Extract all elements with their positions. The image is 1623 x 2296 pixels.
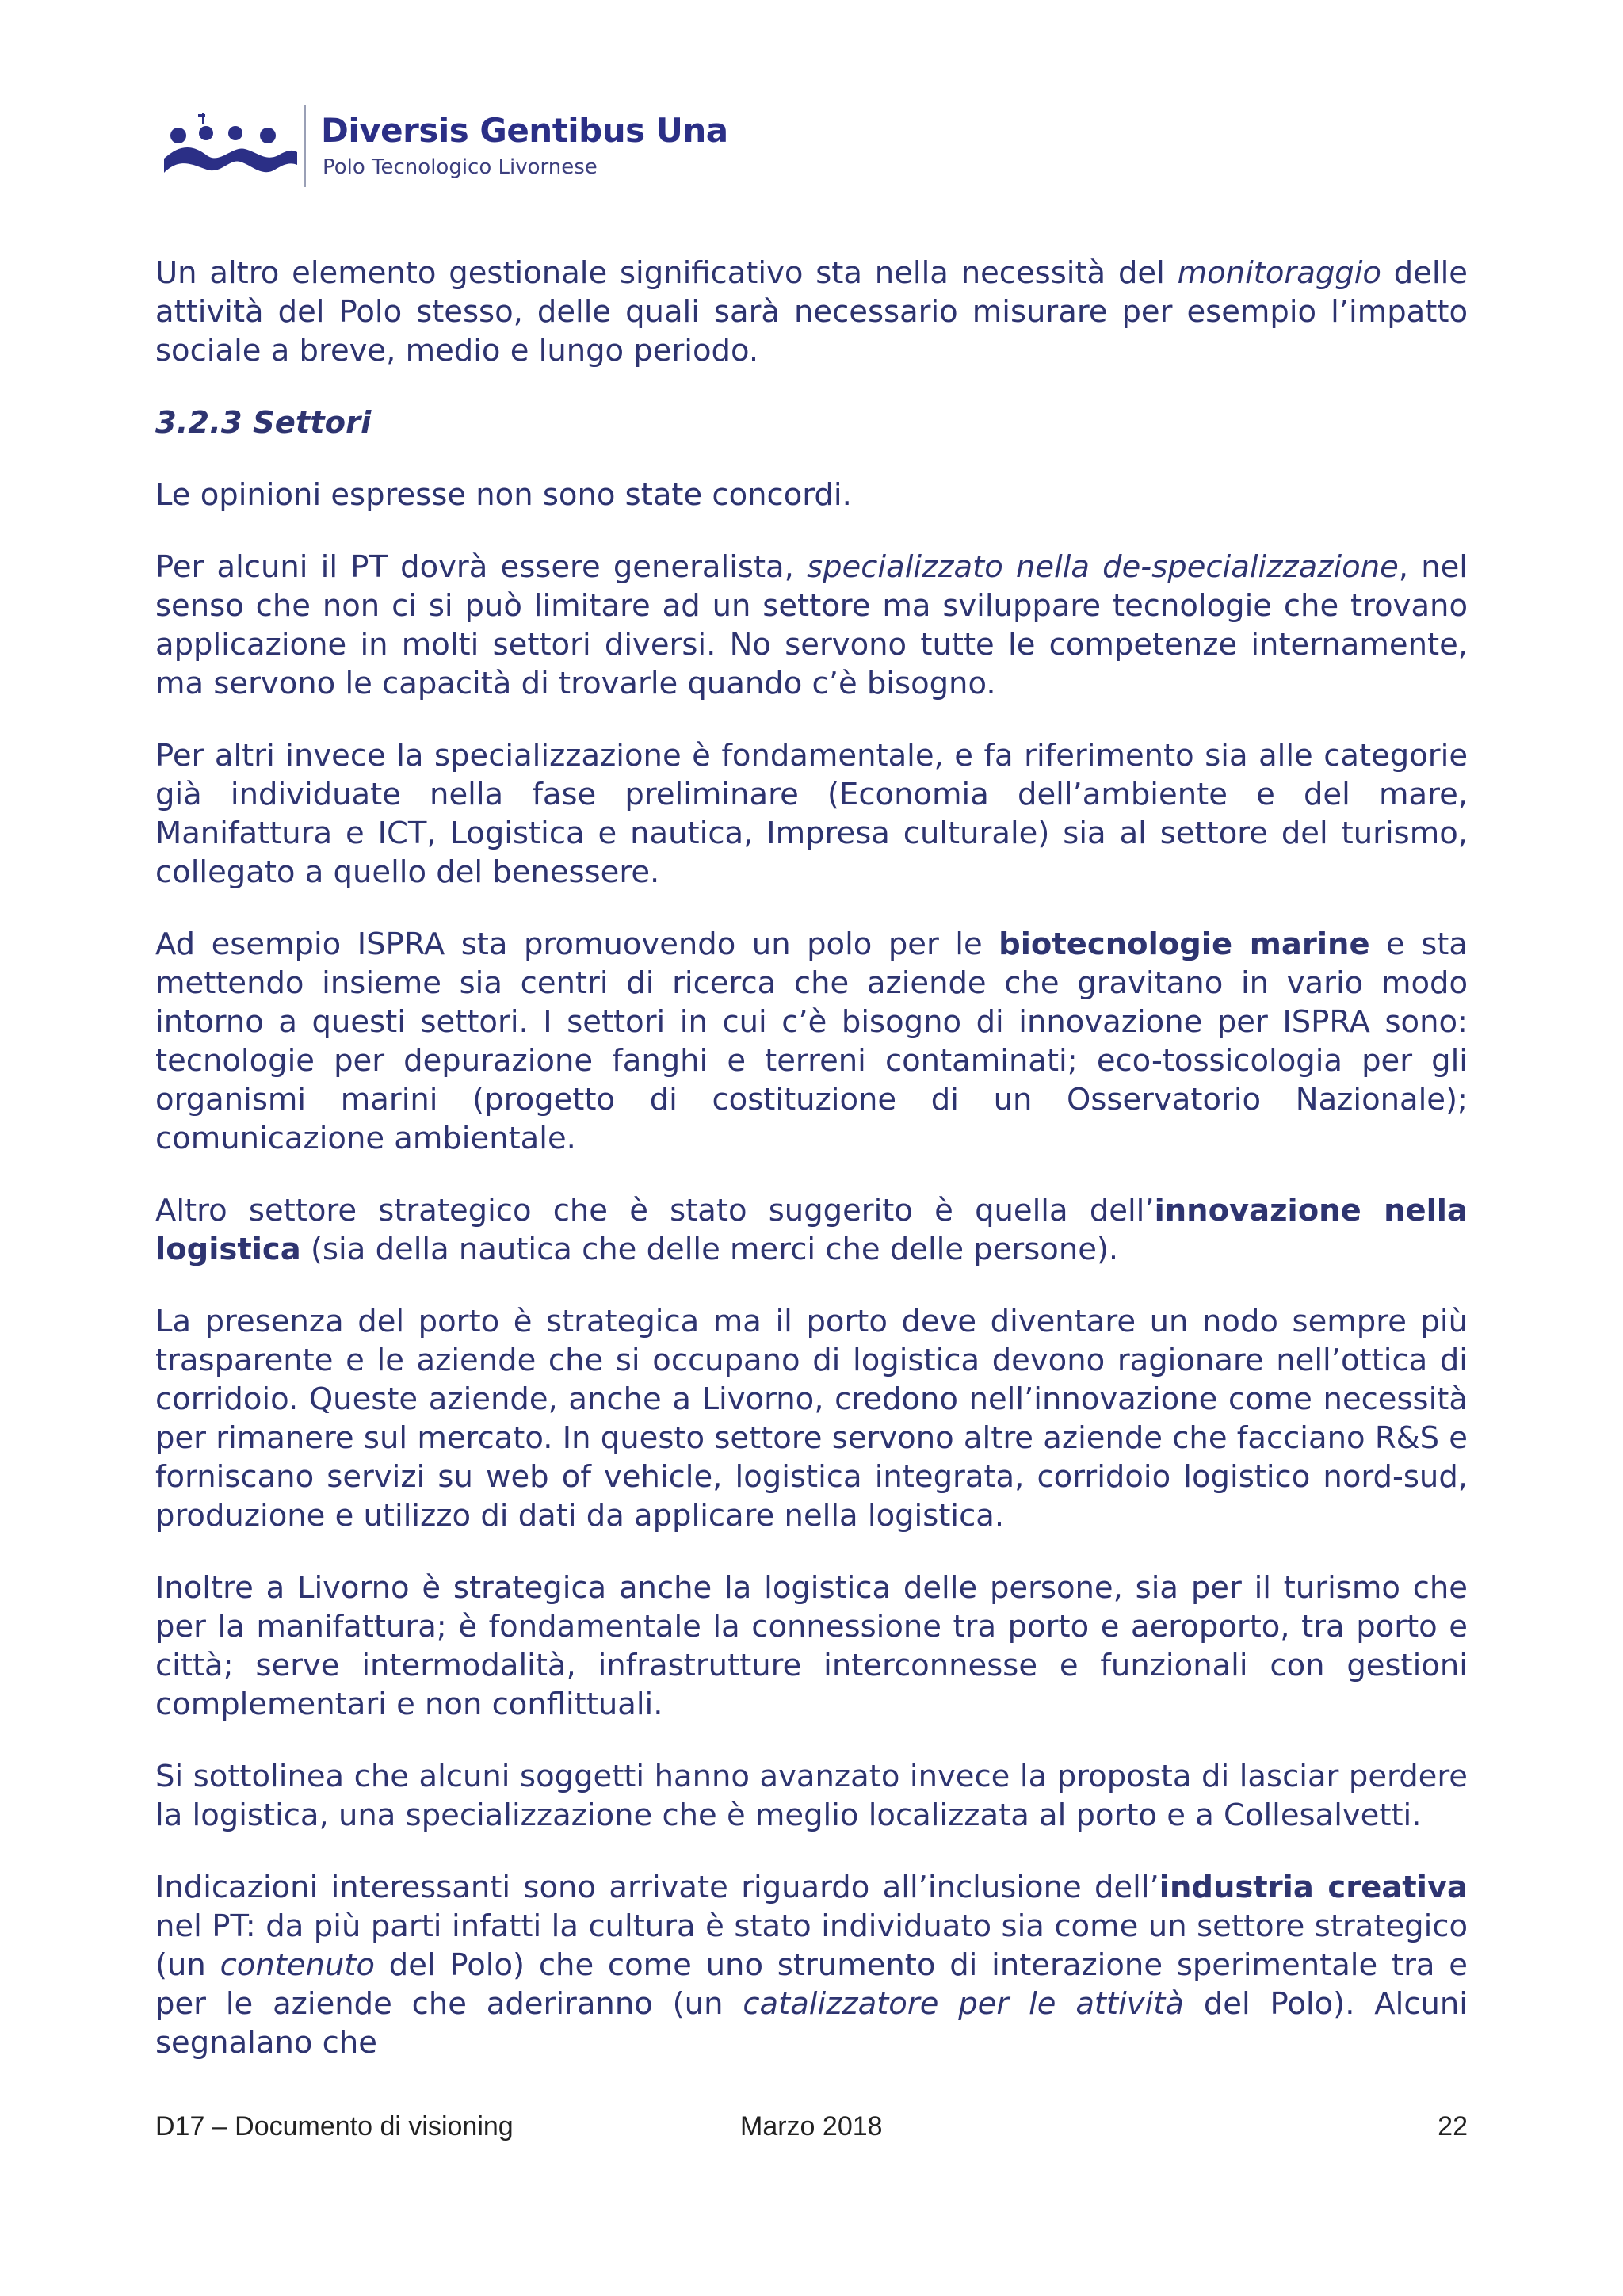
- paragraph-specializzazione: Per altri invece la specializzazione è fondamentale, e fa riferimento sia alle categorie già individuate nella fase preliminare (Economia dell’ambiente e del mare, Manifattura e ICT, Logistica e nautica, Impresa culturale) sia al settore del turismo, collegato a quello del benessere.: [155, 738, 1468, 890]
- brand-subtitle: Polo Tecnologico Livornese: [323, 155, 598, 179]
- paragraph-monitoraggio: Un altro elemento gestionale significativo sta nella necessità del monitoraggio delle attività del Polo stesso, delle quali sarà necessario misurare per esempio l’impatto sociale a breve, medio e lungo periodo.: [155, 255, 1468, 369]
- section-heading: 3.2.3 Settori: [155, 405, 372, 441]
- paragraph-porto: La presenza del porto è strategica ma il porto deve diventare un nodo sempre più trasparente e le aziende che si occupano di logistica devono ragionare nell’ottica di corridoio. Queste aziende, anche a Livorno, credono nell’innovazione come necessità per rimanere sul mercato. In questo settore servono altre aziende che facciano R&S e forniscano servizi su web of vehicle, logistica integrata, corridoio logistico nord-sud, produzione e utilizzo di dati da applicare nella logistica.: [155, 1304, 1468, 1534]
- footer-page-number: 22: [1438, 2111, 1468, 2141]
- logo-icon: [162, 109, 297, 182]
- page-footer: [155, 2111, 1468, 2146]
- paragraph-generalista: Per alcuni il PT dovrà essere generalista, specializzato nella de-specializzazione, nel senso che non ci si può limitare ad un settore ma sviluppare tecnologie che trovano applicazione in molti settori diversi. No servono tutte le competenze internamente, ma servono le capacità di trovarle quando c’è bisogno.: [155, 549, 1468, 701]
- brand-name: Diversis Gentibus Una: [321, 111, 728, 150]
- paragraph-opinioni: Le opinioni espresse non sono state concordi.: [155, 477, 852, 513]
- paragraph-ispra: Ad esempio ISPRA sta promuovendo un polo per le biotecnologie marine e sta mettendo insieme sia centri di ricerca che aziende che gravitano in vario modo intorno a questi settori. I settori in cui c’è bisogno di innovazione per ISPRA sono: tecnologie per depurazione fanghi e terreni contaminati; eco-tossicologia per gli organismi marini (progetto di costituzione di un Osservatorio Nazionale); comunicazione ambientale.: [155, 926, 1468, 1156]
- paragraph-persone: Inoltre a Livorno è strategica anche la logistica delle persone, sia per il turismo che per la manifattura; è fondamentale la connessione tra porto e aeroporto, tra porto e città; serve intermodalità, infrastrutture interconnesse e funzionali con gestioni complementari e non conflittuali.: [155, 1570, 1468, 1722]
- logo-divider: [304, 105, 306, 187]
- paragraph-logistica: Altro settore strategico che è stato suggerito è quella dell’innovazione nella logistica (sia della nautica che delle merci che delle persone).: [155, 1193, 1468, 1267]
- document-body: [155, 254, 1468, 2095]
- paragraph-collesalvetti: Si sottolinea che alcuni soggetti hanno avanzato invece la proposta di lasciar perdere la logistica, una specializzazione che è meglio localizzata al porto e a Collesalvetti.: [155, 1759, 1468, 1833]
- paragraph-industria-creativa: Indicazioni interessanti sono arrivate riguardo all’inclusione dell’industria creativa nel PT: da più parti infatti la cultura è stato individuato sia come un settore strategico (un contenuto del Polo) che come uno strumento di interazione sperimentale tra e per le aziende che aderiranno (un catalizzatore per le attività del Polo). Alcuni segnalano che: [155, 1870, 1468, 2061]
- footer-date: Marzo 2018: [740, 2111, 883, 2141]
- footer-document-title: D17 – Documento di visioning: [155, 2111, 514, 2141]
- page-header: [162, 101, 796, 189]
